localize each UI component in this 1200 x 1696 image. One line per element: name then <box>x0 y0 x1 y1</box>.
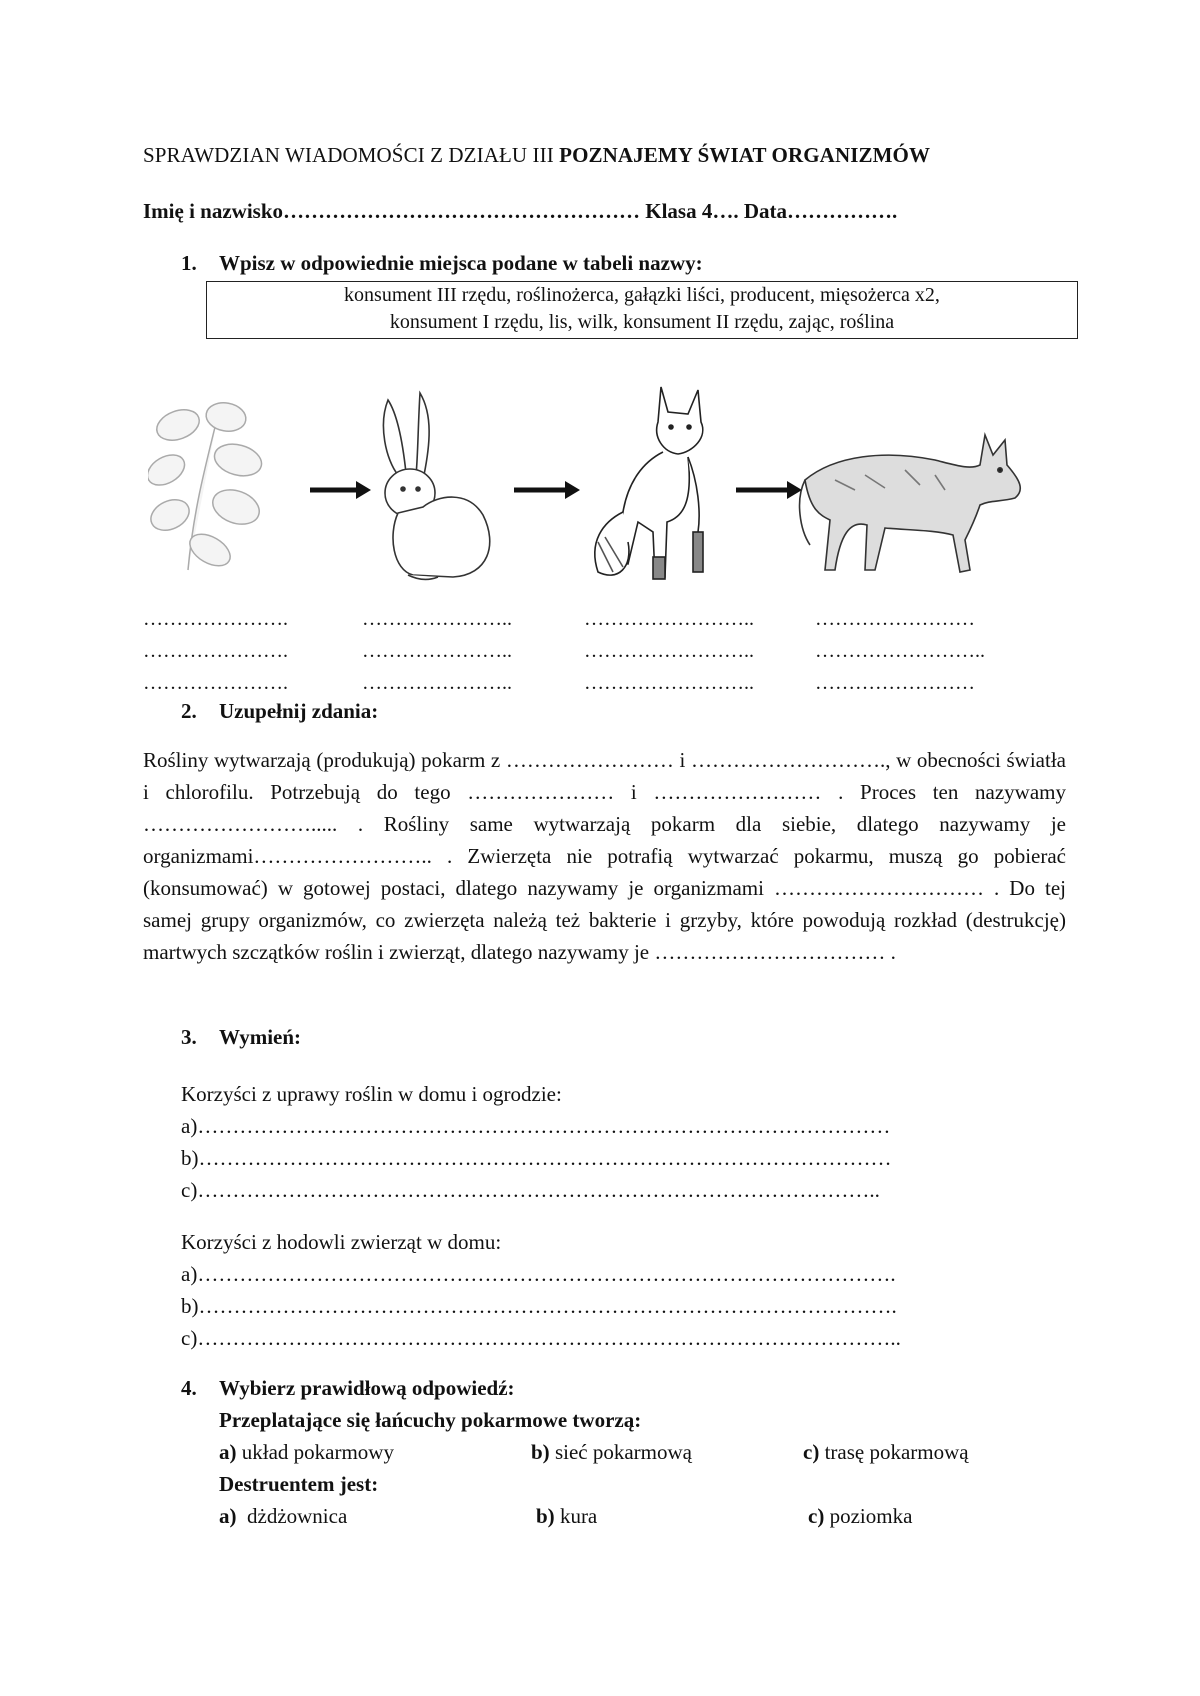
option-text: trasę pokarmową <box>819 1440 969 1464</box>
word-bank-line-1: konsument III rzędu, roślinożerca, gałązki liści, producent, mięsożerca x2, <box>344 284 940 306</box>
word-bank-box <box>206 281 1078 339</box>
option-text: dżdżownica <box>236 1504 348 1528</box>
answer-line[interactable]: c)…………………………………………………………………………………….. <box>181 1178 880 1202</box>
option-2c[interactable] <box>808 1504 912 1529</box>
option-letter: b) <box>531 1440 550 1464</box>
blank-line[interactable]: ………………….. <box>362 640 512 662</box>
question-3-heading <box>181 1025 301 1050</box>
question-title: Uzupełnij zdania: <box>219 699 379 723</box>
question-title: Wpisz w odpowiednie miejsca podane w tabeli nazwy: <box>219 251 703 275</box>
blank-line[interactable]: ………………….. <box>362 672 512 694</box>
answer-column-4 <box>815 603 985 699</box>
animals-benefits-list <box>181 1226 901 1354</box>
option-text: sieć pokarmową <box>549 1440 692 1464</box>
question-1-heading <box>181 251 703 276</box>
option-letter: c) <box>803 1440 820 1464</box>
answer-line[interactable]: a)………………………………………………………………………………………. <box>181 1262 896 1286</box>
title-bold: POZNAJEMY ŚWIAT ORGANIZMÓW <box>559 143 931 167</box>
question-title: Wymień: <box>219 1025 302 1049</box>
blank-line[interactable]: …………………….. <box>584 672 754 694</box>
option-letter: c) <box>808 1504 825 1528</box>
list-heading: Korzyści z uprawy roślin w domu i ogrodzie: <box>181 1082 562 1106</box>
list-heading: Korzyści z hodowli zwierząt w domu: <box>181 1230 502 1254</box>
answer-column-2 <box>362 603 512 699</box>
question-4-heading <box>181 1376 515 1401</box>
answer-column-3 <box>584 603 754 699</box>
question-number: 2. <box>181 699 197 723</box>
blank-line[interactable]: ………………….. <box>362 608 512 630</box>
blank-line[interactable]: …………………… <box>815 672 975 694</box>
arrow-icon <box>308 478 373 502</box>
answer-line[interactable]: b)……………………………………………………………………………………… <box>181 1146 892 1170</box>
answer-column-1 <box>143 603 288 699</box>
question-number: 4. <box>181 1376 197 1400</box>
question-number: 1. <box>181 251 197 275</box>
option-letter: a) <box>219 1440 237 1464</box>
title-plain: SPRAWDZIAN WIADOMOŚCI Z DZIAŁU III <box>143 143 560 167</box>
question-2-heading <box>181 699 378 724</box>
option-text: poziomka <box>824 1504 913 1528</box>
paragraph-text[interactable]: Rośliny wytwarzają (produkują) pokarm z …………………… i ………………………., w obecności światła i chlorofilu. Potrzebują do tego ………………… i …………………… . Proces ten nazywamy ……………………..... . Rośliny same wytwarzają pokarm dla siebie, dlatego nazywamy je organizmami…………………….. . Zwierzęta nie potrafią wytwarzać pokarmu, muszą go pobierać (konsumować) w gotowej postaci, dlatego nazywamy je organizmami ………………………… . Do tej samej grupy organizmów, co zwierzęta należą też bakterie i grzyby, które powodują rozkład (destrukcję) martwych szczątków roślin i zwierząt, dlatego nazywamy je …………………………… . <box>143 748 1066 964</box>
subquestion-2: Destruentem jest: <box>219 1472 379 1496</box>
blank-line[interactable]: …………………….. <box>584 608 754 630</box>
word-bank-line-2: konsument I rzędu, lis, wilk, konsument II rzędu, zając, roślina <box>389 311 895 333</box>
blank-line[interactable]: …………………. <box>143 608 288 630</box>
blank-line[interactable]: …………………. <box>143 672 288 694</box>
subquestion-1: Przeplatające się łańcuchy pokarmowe tworzą: <box>219 1408 642 1432</box>
answer-line[interactable]: a)……………………………………………………………………………………… <box>181 1114 891 1138</box>
fill-in-paragraph <box>143 744 1066 968</box>
blank-line[interactable]: …………………. <box>143 640 288 662</box>
question-title: Wybierz prawidłową odpowiedź: <box>219 1376 515 1400</box>
option-1a[interactable] <box>219 1440 394 1465</box>
arrow-icon <box>512 478 582 502</box>
answer-line[interactable]: b)………………………………………………………………………………………. <box>181 1294 897 1318</box>
question-number: 3. <box>181 1025 197 1049</box>
blank-line[interactable]: …………………….. <box>815 640 985 662</box>
arrow-icon <box>734 478 804 502</box>
plants-benefits-list <box>181 1078 892 1206</box>
option-2b[interactable] <box>536 1504 597 1529</box>
option-1c[interactable] <box>803 1440 969 1465</box>
worksheet-title <box>143 143 930 168</box>
fox-icon <box>583 382 733 587</box>
option-text: kura <box>554 1504 598 1528</box>
option-1b[interactable] <box>531 1440 692 1465</box>
option-text: układ pokarmowy <box>236 1440 394 1464</box>
leaf-branch-icon <box>148 395 268 585</box>
option-letter: b) <box>536 1504 555 1528</box>
hare-icon <box>368 385 503 585</box>
option-2a[interactable] <box>219 1504 347 1529</box>
blank-line[interactable]: …………………….. <box>584 640 754 662</box>
name-class-date-line: Imię i nazwisko…………………………………………… Klasa 4…. Data……………. <box>143 199 898 223</box>
blank-line[interactable]: …………………… <box>815 608 975 630</box>
option-letter: a) <box>219 1504 237 1528</box>
answer-line[interactable]: c)……………………………………………………………………………………….. <box>181 1326 901 1350</box>
wolf-icon <box>795 420 1035 580</box>
